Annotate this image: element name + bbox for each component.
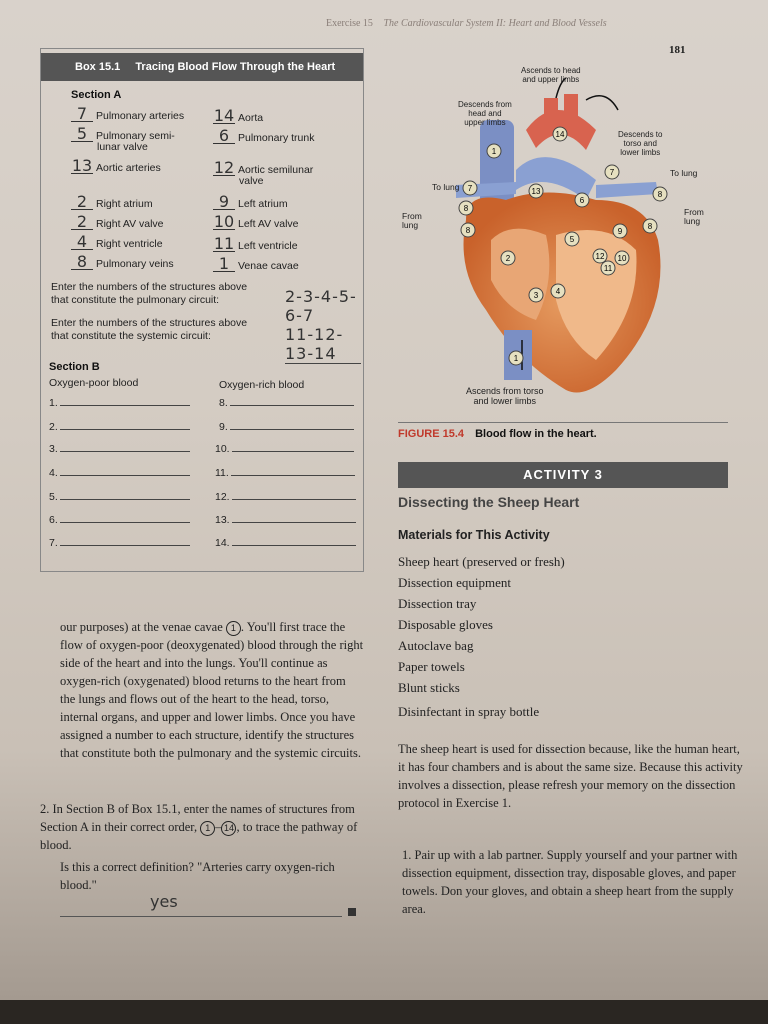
box-title: Tracing Blood Flow Through the Heart (135, 61, 336, 73)
item-pulmonary-veins (71, 252, 174, 271)
figure-caption-text: Blood flow in the heart. (475, 428, 597, 440)
rich-blank-12[interactable] (215, 491, 356, 503)
answer-blank[interactable]: 14 (213, 106, 235, 125)
figure-number: FIGURE 15.4 (398, 428, 465, 440)
line-number: 14. (215, 537, 230, 549)
answer-line[interactable] (232, 545, 356, 546)
material-item: Blunt sticks (398, 680, 460, 695)
circled-number-1: 1 (226, 621, 241, 636)
poor-blank-5[interactable] (49, 491, 190, 503)
label-ascends-head: Ascends to head and upper limbs (521, 66, 581, 84)
marker-13: 13 (531, 187, 541, 196)
activity-step-1: 1. Pair up with a lab partner. Supply yourself and your partner with dissection equipment, dissection tray, disposable gloves, and paper towels. Don your gloves, and obtain a sheep heart from the supply area. (402, 848, 738, 916)
rich-blank-11[interactable] (215, 467, 355, 479)
material-item: Dissection equipment (398, 575, 512, 590)
line-number: 7. (49, 537, 58, 549)
answer-blank[interactable]: 2 (71, 195, 93, 210)
item-label: Right AV valve (96, 218, 164, 230)
marker-5: 5 (569, 235, 575, 244)
marker-8: 8 (647, 222, 653, 231)
circled-number-14: 14 (221, 821, 236, 836)
figure-rule (398, 422, 728, 423)
marker-6: 6 (579, 196, 585, 205)
prompt-line: that constitute the systemic circuit: (51, 330, 211, 342)
answer-blank[interactable]: 7 (71, 107, 93, 122)
marker-2: 2 (505, 254, 511, 263)
answer-line[interactable] (60, 916, 342, 917)
pulmonary-circuit-prompt (51, 281, 247, 307)
item-label-continued: valve (239, 175, 264, 187)
item-label: Aortic semilunar (238, 164, 314, 176)
line-number: 4. (49, 467, 58, 479)
item-left-av-valve (213, 212, 299, 231)
item-text: 2. In Section B of Box 15.1, enter the names of structures from Section A in their correct order, (40, 802, 355, 834)
item-label: Pulmonary trunk (238, 132, 315, 144)
prompt-line: Enter the numbers of the structures above (51, 317, 248, 329)
item-aorta (213, 106, 264, 125)
flow-arrow (586, 96, 618, 110)
line-number: 13. (215, 514, 230, 526)
answer-line[interactable] (232, 522, 356, 523)
marker-12: 12 (595, 252, 605, 261)
answer-blank[interactable]: 6 (213, 129, 235, 144)
poor-blank-2[interactable] (49, 421, 190, 433)
running-head (326, 18, 607, 29)
answer-line[interactable] (60, 405, 190, 406)
line-number: 2. (49, 421, 58, 433)
box-title-bar (41, 53, 363, 81)
poor-blank-4[interactable] (49, 467, 190, 479)
answer-blank[interactable]: 11 (213, 234, 235, 253)
marker-11: 11 (603, 264, 613, 273)
systemic-circuit-answer[interactable]: 11-12-13-14 (285, 325, 361, 364)
item-label: Left ventricle (238, 240, 298, 252)
box-number: Box 15.1 (75, 61, 121, 73)
answer-line[interactable] (60, 475, 190, 476)
item-right-ventricle (71, 232, 163, 251)
chapter-title: The Cardiovascular System II: Heart and Blood Vessels (383, 18, 607, 29)
label-from-lung-left: From lung (402, 211, 422, 230)
answer-line[interactable] (231, 475, 355, 476)
activity-banner: ACTIVITY 3 (398, 462, 728, 488)
material-item: Sheep heart (preserved or fresh) (398, 554, 565, 569)
material-item: Dissection tray (398, 596, 477, 611)
poor-blank-6[interactable] (49, 514, 190, 526)
item-pulmonary-arteries (71, 104, 185, 123)
rich-blank-10[interactable] (215, 443, 354, 455)
aortic-branch (564, 94, 578, 128)
materials-heading: Materials for This Activity (398, 528, 550, 542)
label-to-lung-left: To lung (432, 182, 460, 192)
item-label: Aorta (238, 112, 264, 124)
line-number: 1. (49, 397, 58, 409)
poor-blank-1[interactable] (49, 397, 190, 409)
answer-blank[interactable]: 5 (71, 127, 93, 142)
line-number: 5. (49, 491, 58, 503)
item-label: Right atrium (96, 198, 153, 210)
item-venae-cavae (213, 254, 299, 273)
answer-blank[interactable]: 2 (71, 215, 93, 230)
section-b-heading: Section B (49, 361, 100, 373)
paragraph-text: our purposes) at the venae cavae (60, 620, 223, 634)
label-descends-to: Descends to torso and lower limbs (618, 130, 663, 157)
answer-blank[interactable]: 4 (71, 235, 93, 250)
heart-diagram (396, 66, 726, 410)
oxygen-poor-label: Oxygen-poor blood (49, 377, 139, 389)
line-number: 12. (215, 491, 230, 503)
rich-blank-14[interactable] (215, 537, 356, 549)
oxygen-rich-label: Oxygen-rich blood (219, 379, 305, 391)
section-a-heading: Section A (71, 89, 122, 101)
handwritten-answer[interactable]: yes (150, 892, 178, 911)
answer-blank[interactable]: 9 (213, 195, 235, 210)
item-pulmonary-trunk (213, 126, 315, 145)
answer-line[interactable] (60, 499, 190, 500)
paragraph-text: . You'll first trace the flow of oxygen-poor (deoxygenated) blood through the right side of the heart and into the lungs. You'll continue as oxygen-rich (oxygenated) blood returns to the heart from the lungs and flows out of the heart to the head, torso, internal organs, and upper and lower limbs. Once you have assigned a number to each structure, identify the structures that constitute both the pulmonary and the systemic circuits. (60, 620, 364, 760)
end-marker (348, 908, 356, 916)
aortic-branch (544, 98, 558, 128)
item-label: Pulmonary semi- (96, 130, 175, 142)
marker-7: 7 (609, 168, 615, 177)
item-label: Right ventricle (96, 238, 163, 250)
line-number: 11. (215, 467, 229, 479)
marker-9: 9 (617, 227, 623, 236)
answer-blank[interactable]: 13 (71, 156, 93, 175)
answer-line[interactable] (60, 451, 190, 452)
material-item: Autoclave bag (398, 638, 474, 653)
marker-3: 3 (533, 291, 539, 300)
answer-line[interactable] (60, 522, 190, 523)
item-aortic-semilunar-valve (213, 158, 314, 177)
marker-7: 7 (467, 184, 473, 193)
item-label: Venae cavae (238, 260, 299, 272)
heart-illustration (396, 70, 726, 410)
pulmonary-circuit-answer[interactable]: 2-3-4-5-6-7 (285, 287, 357, 325)
line-number: 10. (215, 443, 230, 455)
item-pulmonary-semilunar-valve (71, 124, 175, 143)
activity-title: Dissecting the Sheep Heart (398, 494, 580, 510)
line-number: 6. (49, 514, 58, 526)
marker-4: 4 (555, 287, 561, 296)
definition-question: Is this a correct definition? "Arteries carry oxygen-rich blood." (60, 860, 335, 892)
item-label: Pulmonary veins (96, 258, 174, 270)
rich-blank-13[interactable] (215, 514, 356, 526)
item-right-atrium (71, 192, 153, 211)
item-label: Pulmonary arteries (96, 110, 185, 122)
prompt-line: that constitute the pulmonary circuit: (51, 294, 220, 306)
item-aortic-arteries (71, 156, 161, 175)
item-label: Aortic arteries (96, 162, 161, 174)
material-item: Paper towels (398, 659, 465, 674)
instruction-item-2: 2. In Section B of Box 15.1, enter the names of structures from Section A in their correct order, 1 – 14 , to trace the pathway of blood. (40, 802, 358, 852)
answer-line[interactable] (230, 429, 354, 430)
line-number: 9. (219, 421, 228, 433)
answer-blank[interactable]: 1 (213, 257, 235, 272)
material-item: Disinfectant in spray bottle (398, 704, 540, 719)
pulmonary-artery-right (596, 182, 658, 198)
label-from-lung-right: From lung (684, 207, 704, 226)
rich-blank-9[interactable] (219, 421, 354, 433)
marker-8: 8 (465, 226, 471, 235)
figure-caption (398, 428, 597, 440)
answer-line[interactable] (60, 545, 190, 546)
marker-14: 14 (555, 130, 565, 139)
item-right-av-valve (71, 212, 164, 231)
item-text: , to trace the pathway of blood. (40, 820, 358, 852)
material-item: Disposable gloves (398, 617, 493, 632)
answer-blank[interactable]: 10 (213, 212, 235, 231)
activity-paragraph: The sheep heart is used for dissection because, like the human heart, it has four chambers and is about the same size. Because this activity involves a dissection, please refresh your memory on the dissection protocol in Exercise 1. (398, 742, 743, 810)
instruction-paragraph (60, 618, 364, 762)
prompt-line: Enter the numbers of the structures above (51, 281, 248, 293)
item-label: Left atrium (238, 198, 288, 210)
poor-blank-7[interactable] (49, 537, 190, 549)
answer-line[interactable] (232, 499, 356, 500)
page-number: 181 (669, 44, 686, 56)
marker-8: 8 (463, 204, 469, 213)
answer-line[interactable] (232, 451, 354, 452)
item-left-ventricle (213, 234, 298, 253)
rich-blank-8[interactable] (219, 397, 354, 409)
label-ascends-torso: Ascends from torso and lower limbs (466, 386, 544, 406)
answer-line[interactable] (60, 429, 190, 430)
exercise-label: Exercise 15 (326, 18, 373, 29)
box-15-1 (40, 48, 364, 572)
answer-blank[interactable]: 8 (71, 255, 93, 270)
line-number: 8. (219, 397, 228, 409)
label-to-lung-right: To lung (670, 168, 698, 178)
answer-line[interactable] (230, 405, 354, 406)
systemic-circuit-prompt (51, 317, 247, 343)
item-label-continued: lunar valve (97, 141, 148, 153)
item-left-atrium (213, 192, 288, 211)
circled-number-1: 1 (200, 821, 215, 836)
poor-blank-3[interactable] (49, 443, 190, 455)
marker-1: 1 (491, 147, 497, 156)
line-number: 3. (49, 443, 58, 455)
marker-10: 10 (617, 254, 627, 263)
label-descends-from: Descends from head and upper limbs (458, 100, 512, 127)
answer-blank[interactable]: 12 (213, 158, 235, 177)
marker-1: 1 (513, 354, 519, 363)
marker-8: 8 (657, 190, 663, 199)
item-label: Left AV valve (238, 218, 299, 230)
